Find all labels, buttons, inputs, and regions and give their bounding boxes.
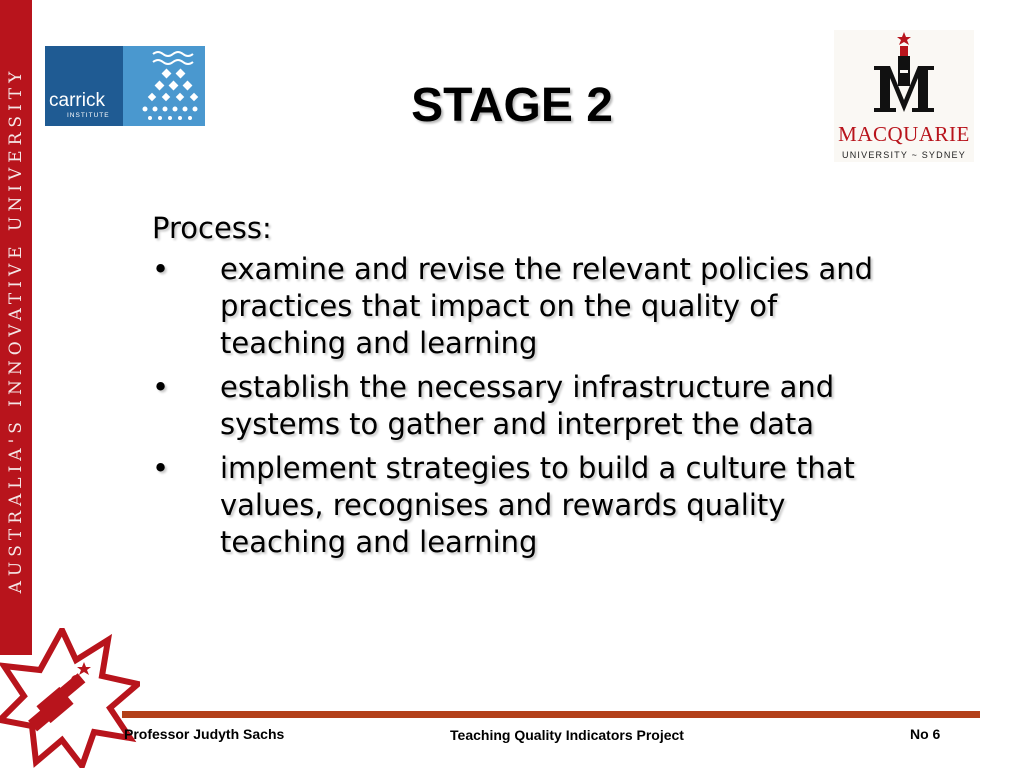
carrick-logo-subtitle: INSTITUTE [67,112,110,119]
footer-slide-number: No 6 [910,726,941,742]
bullet-marker: • [152,451,170,485]
slide-body [152,210,892,568]
footer-rule [122,711,980,718]
macquarie-lighthouse-icon [834,30,974,122]
bullet-list [152,251,892,561]
carrick-logo-name: carrick [49,90,105,111]
bullet-item [152,369,892,443]
macquarie-logo [834,30,974,162]
footer-author: Professor Judyth Sachs [124,726,285,742]
macquarie-logo-subtitle: UNIVERSITY ~ SYDNEY [842,150,966,160]
bullet-text: examine and revise the relevant policies and practices that impact on the quality of teaching and learning [220,252,874,360]
bullet-marker: • [152,252,170,286]
slide-title: STAGE 2 [411,79,613,132]
side-band-text: AUSTRALIA'S INNOVATIVE UNIVERSITY [6,66,26,594]
bullet-item [152,450,892,561]
macquarie-star-emblem-icon [0,628,140,768]
footer-project: Teaching Quality Indicators Project [450,727,684,743]
bullet-text: implement strategies to build a culture that values, recognises and rewards quality teaching and learning [220,451,855,559]
bullet-marker: • [152,370,170,404]
macquarie-logo-name: MACQUARIE [838,122,970,146]
process-label: Process: [152,211,272,245]
bullet-text: establish the necessary infrastructure and systems to gather and interpret the data [220,370,835,441]
bullet-item [152,251,892,362]
